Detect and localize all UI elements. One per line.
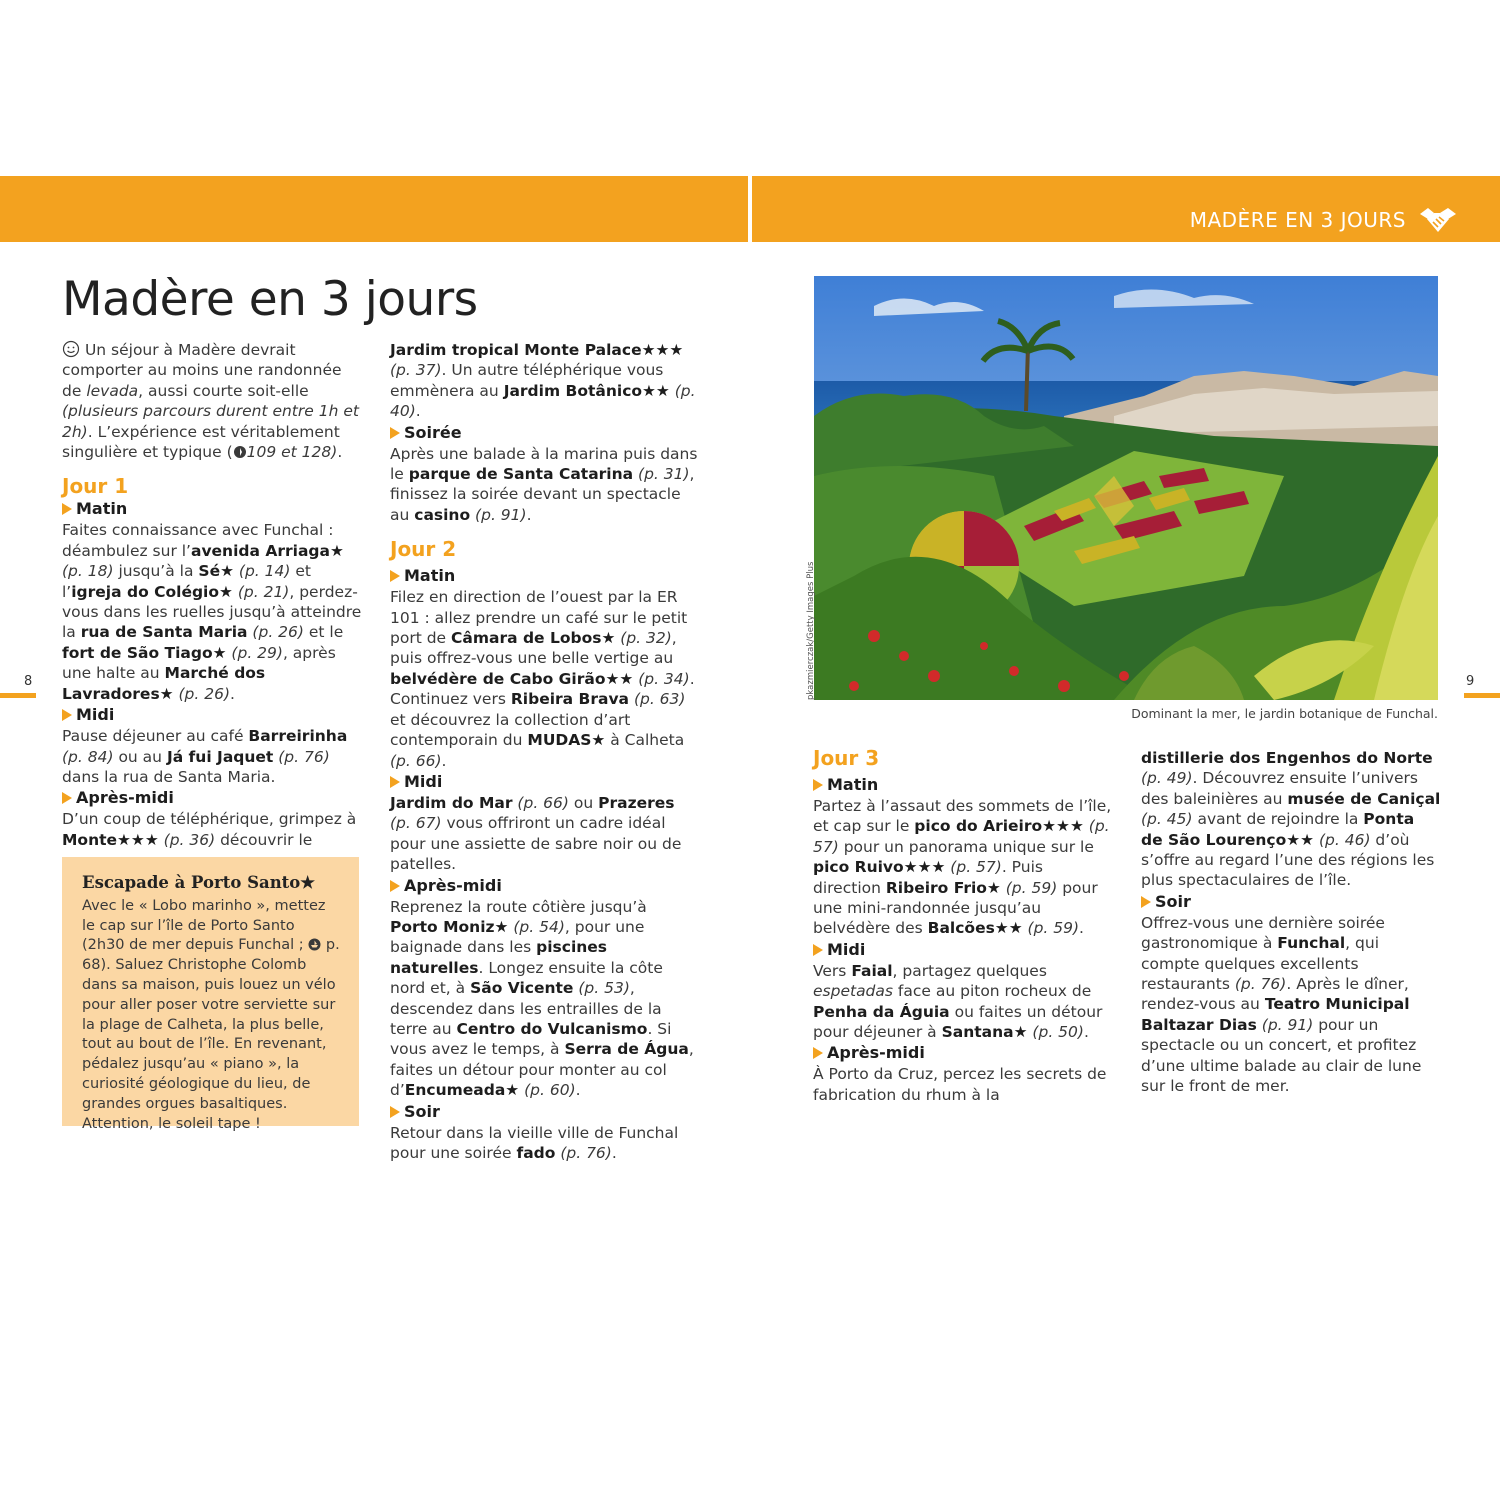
triangle-icon [62, 792, 72, 804]
day-1-apres-midi-text-start: D’un coup de téléphérique, grimpez à Monte★★★ (p. 36) découvrir le [62, 810, 357, 849]
page-number-left: 8 [24, 674, 33, 689]
page-title: Madère en 3 jours [62, 272, 478, 327]
compass-icon [233, 445, 247, 459]
day-1-matin-text: Faites connaissance avec Funchal : déambulez sur l’avenida Arriaga★ (p. 18) jusqu’à la Sé★ (p. 14) et l’igreja do Colégio★ (p. 21), perdez-vous dans les ruelles jusqu’à atteindre la rua de Santa Maria (p. 26) et le fort de São Tiago★ (p. 29), après une halte au Marché dos Lavradores★ (p. 26). [62, 521, 362, 703]
page-number-right: 9 [1466, 674, 1475, 689]
triangle-icon [390, 427, 400, 439]
triangle-icon [390, 1106, 400, 1118]
boat-icon [308, 938, 321, 951]
box-title: Escapade à Porto Santo★ [82, 873, 316, 892]
day-1-apres-midi-text-end: Jardim tropical Monte Palace★★★ (p. 37). Un autre téléphérique vous emmènera au Jardim Botânico★★ (p. 40). [390, 341, 696, 421]
day-1-midi-heading: Midi [62, 704, 362, 726]
day-1-heading: Jour 1 [62, 474, 129, 499]
day-2-matin-heading: Matin [390, 565, 698, 587]
day-2-midi-text: Jardim do Mar (p. 66) ou Prazeres (p. 67) vous offriront un cadre idéal pour une assiette de sabre noir ou de patelles. [390, 793, 682, 874]
day-1-soiree-text: Après une balade à la marina puis dans le parque de Santa Catarina (p. 31), finissez la soirée devant un spectacle au casino (p. 91). [390, 444, 698, 524]
day-3-soir-text: Offrez-vous une dernière soirée gastronomique à Funchal, qui compte quelques excellents restaurants (p. 76). Après le dîner, rendez-vous au Teatro Municipal Baltazar Dias (p. 91) pour un spectacle ou un concert, et profitez d’une ultime balade au clair de lune sur le front de mer. [1141, 913, 1422, 1096]
day-2-apres-midi-heading: Après-midi [390, 875, 698, 897]
column-1 [62, 340, 362, 850]
triangle-icon [390, 880, 400, 892]
triangle-icon [813, 1047, 823, 1059]
column-2 [390, 340, 698, 1163]
day-1-matin-heading: Matin [62, 498, 362, 520]
page-marker-right [1464, 693, 1500, 698]
triangle-icon [813, 779, 823, 791]
running-title: MADÈRE EN 3 JOURS [1189, 208, 1406, 232]
triangle-icon [390, 570, 400, 582]
day-3-apres-midi-heading: Après-midi [813, 1042, 1113, 1064]
day-3-midi-text: Vers Faial, partagez quelques espetadas face au piton rocheux de Penha da Águia ou faites un détour pour déjeuner à Santana★ (p. 50). [813, 961, 1103, 1042]
day-2-matin-text: Filez en direction de l’ouest par la ER 101 : allez prendre un café sur le petit port de Câmara de Lobos★ (p. 32), puis offrez-vous une belle vertige au belvédère de Cabo Girão★★ (p. 34). Continuez vers Ribeira Brava (p. 63) et découvrez la collection d’art contemporain du MUDAS★ à Calheta (p. 66). [390, 588, 695, 770]
header-band-left [0, 176, 748, 242]
day-3-heading: Jour 3 [813, 746, 880, 770]
column-4 [1141, 748, 1441, 1097]
day-2-soir-text: Retour dans la vieille ville de Funchal pour une soirée fado (p. 76). [390, 1123, 679, 1162]
day-2-heading: Jour 2 [390, 537, 457, 562]
triangle-icon [62, 709, 72, 721]
page-marker-left [0, 693, 36, 698]
botanical-garden-photo [814, 276, 1438, 700]
triangle-icon [62, 503, 72, 515]
day-3-apres-midi-text-start: À Porto da Cruz, percez les secrets de fabrication du rhum à la [813, 1065, 1107, 1104]
day-3-soir-heading: Soir [1141, 891, 1441, 913]
day-3-matin-heading: Matin [813, 774, 1113, 796]
day-3-midi-heading: Midi [813, 939, 1113, 961]
day-2-apres-midi-text: Reprenez la route côtière jusqu’à Porto Moniz★ (p. 54), pour une baignade dans les piscines naturelles. Longez ensuite la côte nord et, à São Vicente (p. 53), descendez dans les entrailles de la terre au Centro do Vulcanismo. Si vous avez le temps, à Serra de Água, faites un détour pour monter au col d’Encumeada★ (p. 60). [390, 897, 694, 1100]
photo-caption: Dominant la mer, le jardin botanique de Funchal. [1131, 706, 1438, 721]
day-1-midi-text: Pause déjeuner au café Barreirinha (p. 84) ou au Já fui Jaquet (p. 76) dans la rua de Santa Maria. [62, 727, 348, 786]
day-3-matin-text: Partez à l’assaut des sommets de l’île, et cap sur le pico do Arieiro★★★ (p. 57) pour un panorama unique sur le pico Ruivo★★★ (p. 57). Puis direction Ribeiro Frio★ (p. 59) pour une mini-randonnée jusqu’au belvédère des Balcões★★ (p. 59). [813, 797, 1112, 938]
photo-credit: pkazmierczak/Getty Images Plus [806, 561, 816, 700]
intro-paragraph: Un séjour à Madère devrait comporter au moins une randonnée de levada, aussi courte soit-elle (plusieurs parcours durent entre 1h et 2h). L’expérience est véritablement singulière et typique ( 109 et 128). [62, 341, 359, 462]
triangle-icon [813, 944, 823, 956]
sidebar-box-porto-santo: Escapade à Porto Santo★ Avec le « Lobo marinho », mettez le cap sur l’île de Porto Santo (2h30 de mer depuis Funchal ; p. 68). Saluez Christophe Colomb dans sa maison, puis louez un vélo pour aller poser votre serviette sur la plage de Calheta, la plus belle, tout au bout de l’île. En revenant, pédalez jusqu’au « piano », la curiosité géologique du lieu, de grandes orgues basaltiques. Attention, le soleil tape ! [62, 857, 359, 1126]
column-3 [813, 746, 1113, 1105]
triangle-icon [1141, 896, 1151, 908]
day-1-soiree-heading: Soirée [390, 422, 698, 444]
smiley-icon [62, 340, 80, 358]
day-3-apres-midi-text-end: distillerie dos Engenhos do Norte (p. 49). Découvrez ensuite l’univers des baleinières au musée de Caniçal (p. 45) avant de rejoindre la Ponta de São Lourenço★★ (p. 46) d’où s’offre au regard l’une des régions les plus spectaculaires de l’île. [1141, 749, 1441, 890]
handshake-icon [1418, 204, 1458, 236]
day-1-apres-midi-heading: Après-midi [62, 787, 362, 809]
day-2-midi-heading: Midi [390, 771, 698, 793]
day-2-soir-heading: Soir [390, 1101, 698, 1123]
triangle-icon [390, 776, 400, 788]
